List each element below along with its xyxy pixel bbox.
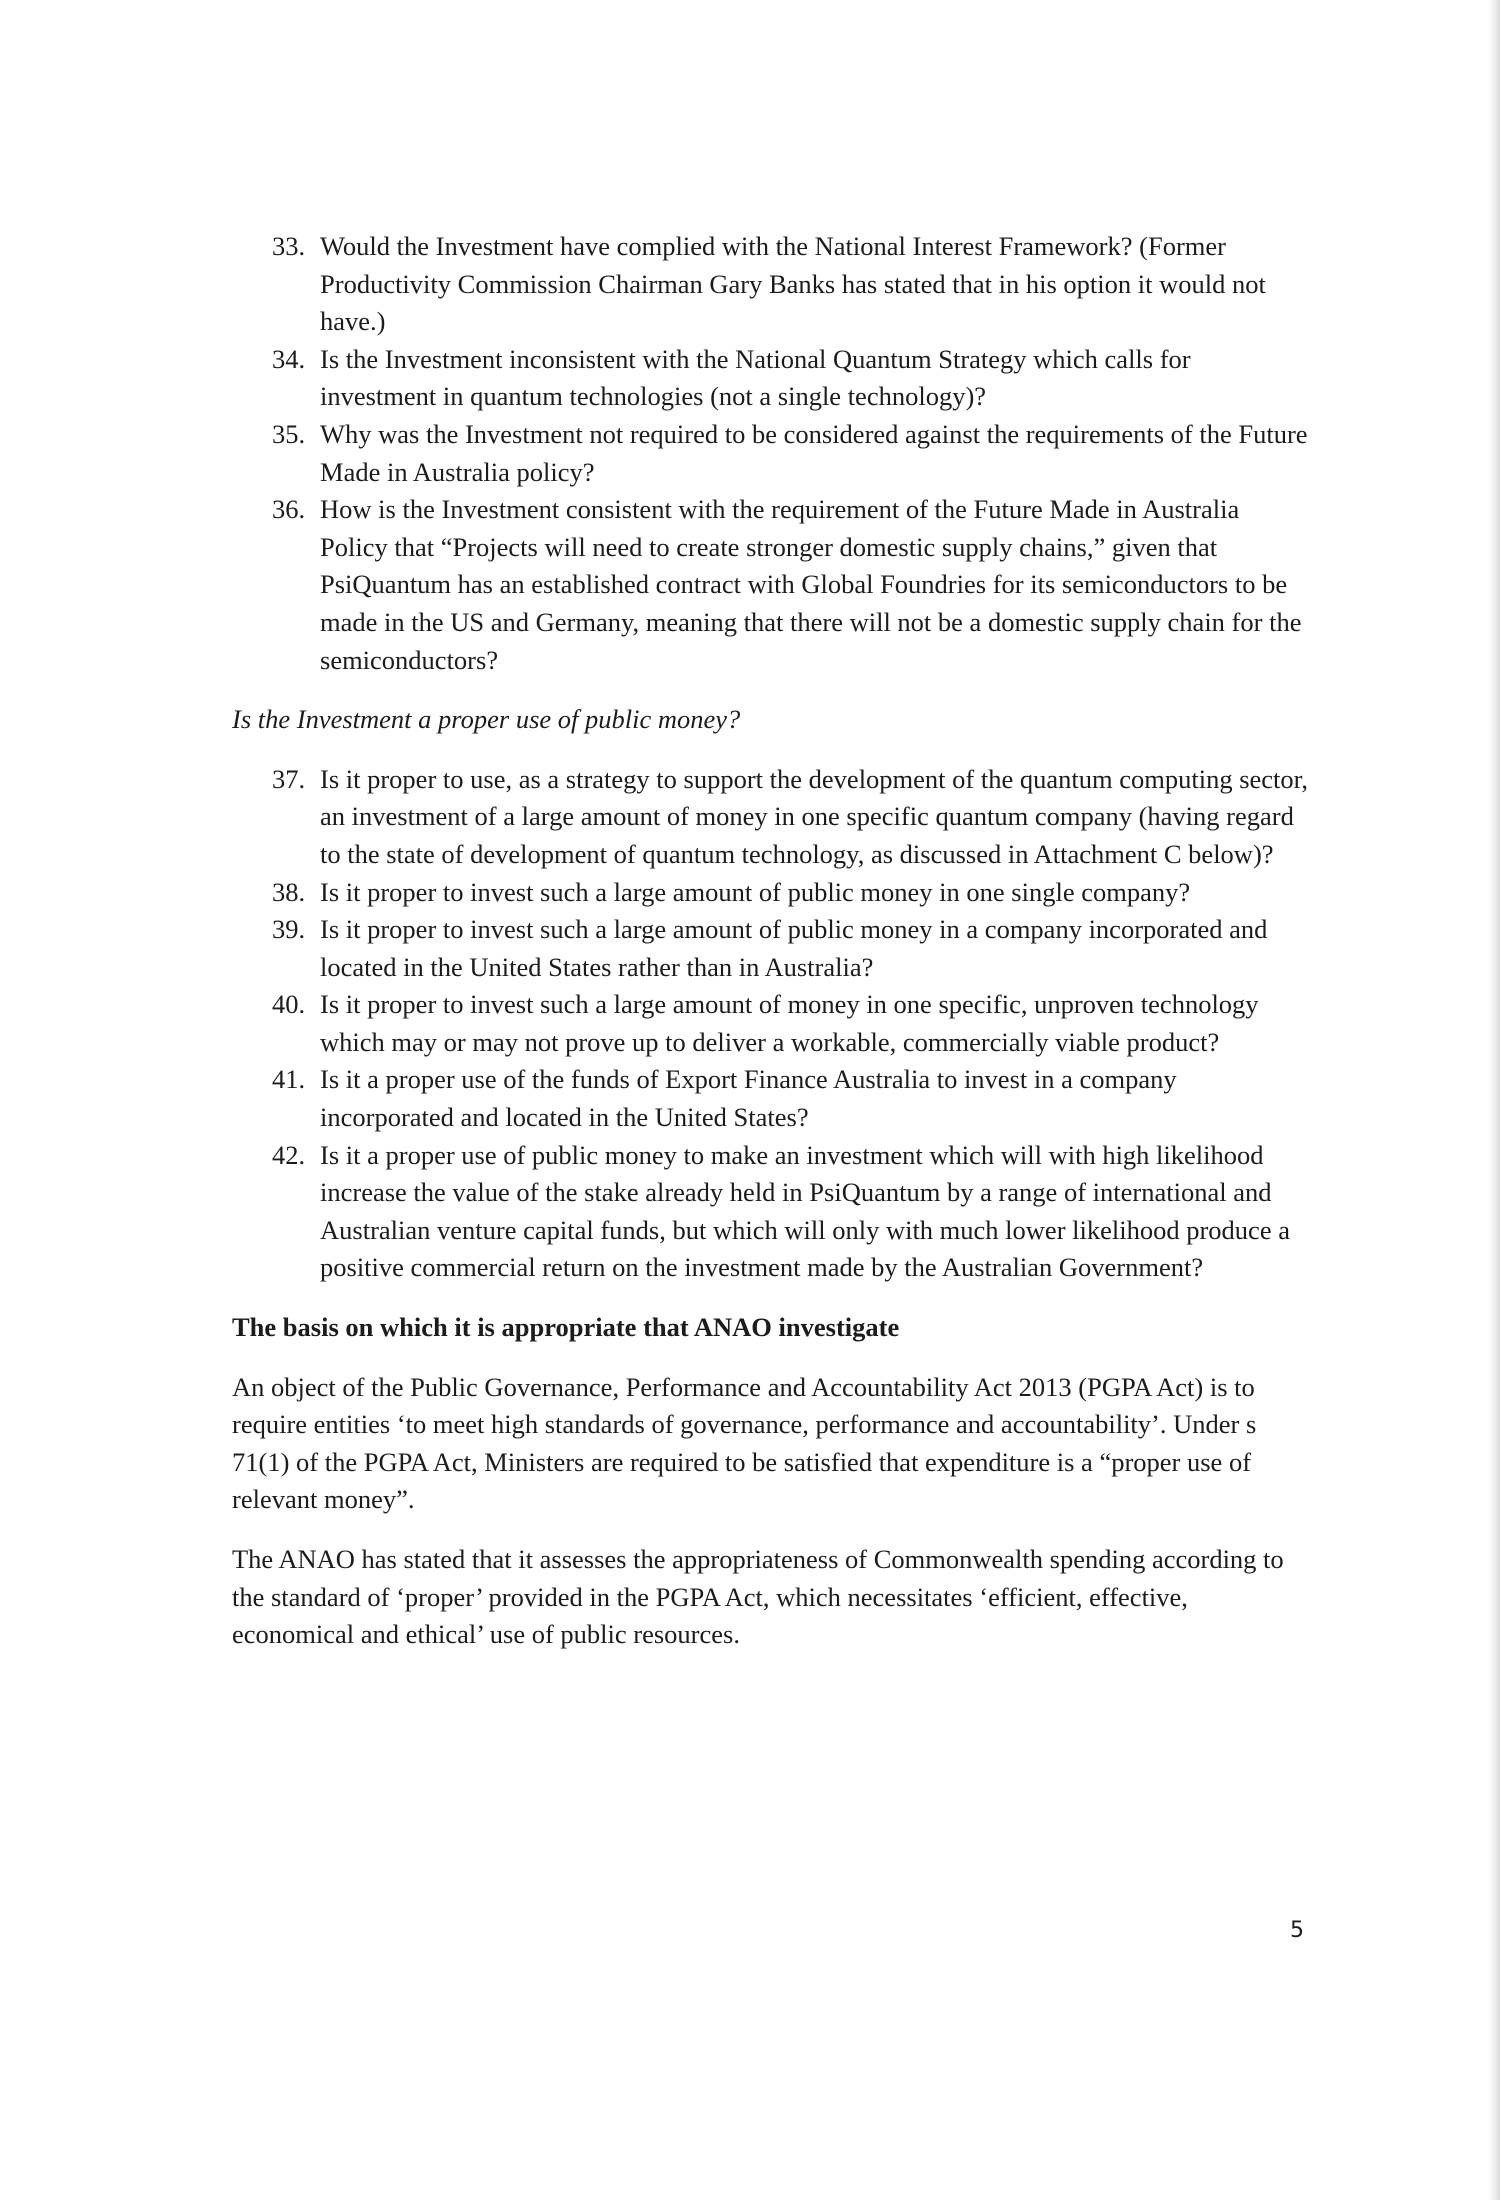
paragraph-pgpa-object: An object of the Public Governance, Performance and Accountability Act 2013 (PGPA Act) is to require entities ‘to meet high standards of governance, performance and accountability’. Under s 71(1) of the PGPA Act, Ministers are required to be satisfied that expenditure is a “proper use of relevant money”. [232, 1371, 1257, 1515]
document-body [232, 228, 1312, 1676]
question-list-part1 [232, 228, 1312, 679]
item-number: 42. [272, 1139, 306, 1170]
item-number: 33. [272, 231, 306, 261]
list-item [232, 1137, 1312, 1287]
item-number: 41. [272, 1064, 306, 1095]
item-text: Is the Investment inconsistent with the National Quantum Strategy which calls for investment in quantum technologies (not a single technology)? [320, 343, 1191, 412]
section-heading-anao: The basis on which it is appropriate that ANAO investigate [232, 1312, 900, 1343]
item-number: 34. [272, 343, 306, 374]
paragraph-anao-assessment: The ANAO has stated that it assesses the appropriateness of Commonwealth spending according to the standard of ‘proper’ provided in the PGPA Act, which necessitates ‘efficient, effective, economical and ethical’ use of public resources. [232, 1544, 1284, 1650]
item-number: 39. [272, 914, 306, 945]
list-item [232, 491, 1312, 679]
list-item [232, 341, 1312, 416]
list-item [232, 1061, 1312, 1136]
item-text: Would the Investment have complied with the National Interest Framework? (Former Productivity Commission Chairman Gary Banks has stated that in his option it would not have.) [320, 231, 1266, 337]
item-text: Is it proper to invest such a large amount of money in one specific, unproven technology which may or may not prove up to deliver a workable, commercially viable product? [320, 989, 1259, 1057]
list-item [232, 874, 1312, 912]
item-text: Is it proper to use, as a strategy to support the development of the quantum computing sector, an investment of a large amount of money in one specific quantum company (having regard to the state of development of quantum technology, as discussed in Attachment C below)? [320, 763, 1309, 869]
item-text: Is it proper to invest such a large amount of public money in one single company? [320, 876, 1191, 907]
item-text: Is it a proper use of the funds of Export Finance Australia to invest in a company incorporated and located in the United States? [320, 1064, 1177, 1133]
item-text: Is it proper to invest such a large amount of public money in a company incorporated and located in the United States rather than in Australia? [320, 914, 1268, 982]
subheading-proper-use: Is the Investment a proper use of public money? [232, 704, 741, 735]
item-text: How is the Investment consistent with the requirement of the Future Made in Australia Policy that “Projects will need to create stronger domestic supply chains,” given that PsiQuantum has an established contract with Global Foundries for its semiconductors to be made in the US and Germany, meaning that there will not be a domestic supply chain for the semiconductors? [320, 494, 1302, 675]
list-item [232, 911, 1312, 986]
list-item [232, 761, 1312, 874]
page-number: 5 [1290, 1918, 1304, 1943]
item-number: 36. [272, 494, 306, 525]
item-number: 37. [272, 763, 306, 794]
item-text: Why was the Investment not required to be considered against the requirements of the Future Made in Australia policy? [320, 418, 1308, 487]
list-item [232, 228, 1312, 341]
item-number: 40. [272, 989, 306, 1020]
item-number: 38. [272, 876, 306, 907]
item-number: 35. [272, 418, 306, 449]
page-edge [1488, 0, 1500, 2200]
list-item [232, 416, 1312, 491]
list-item [232, 986, 1312, 1061]
question-list-part2 [232, 761, 1312, 1287]
item-text: Is it a proper use of public money to make an investment which will with high likelihood increase the value of the stake already held in PsiQuantum by a range of international and Australian venture capital funds, but which will only with much lower likelihood produce a positive commercial return on the investment made by the Australian Government? [320, 1139, 1290, 1283]
